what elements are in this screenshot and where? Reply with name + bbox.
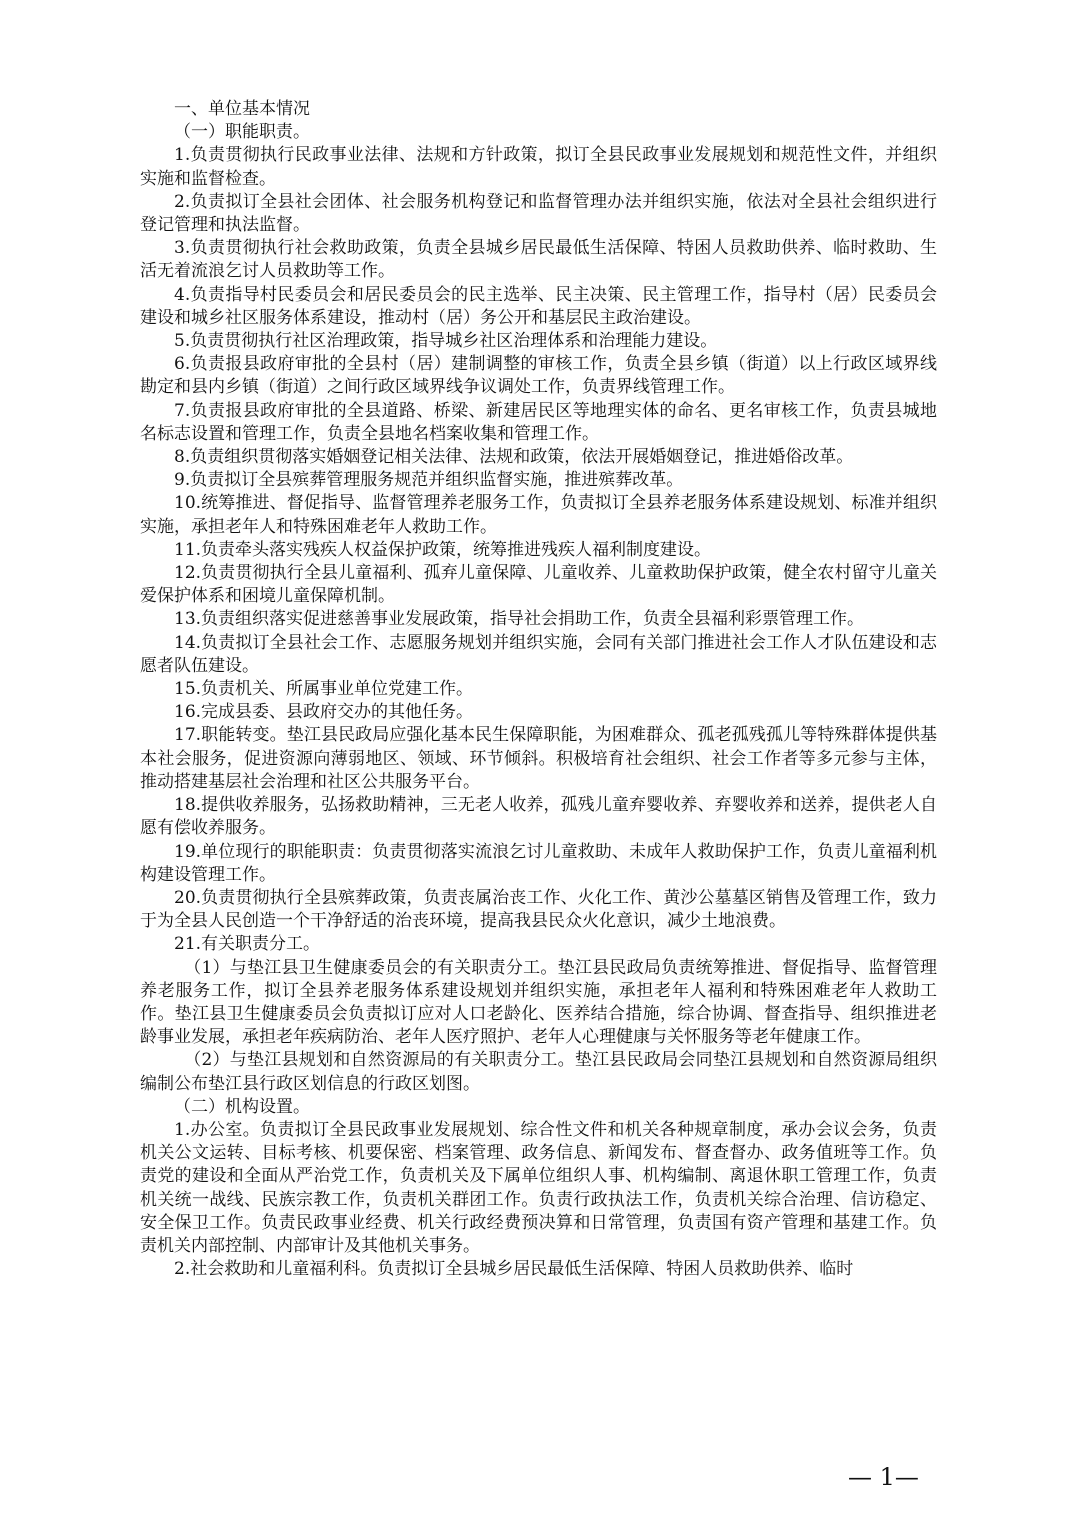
paragraph: 7.负责报县政府审批的全县道路、桥梁、新建居民区等地理实体的命名、更名审核工作，负责县城地名标志设置和管理工作，负责全县地名档案收集和管理工作。 (140, 400, 937, 444)
paragraph: 1.负责贯彻执行民政事业法律、法规和方针政策，拟订全县民政事业发展规划和规范性文件，并组织实施和监督检查。 (140, 145, 937, 189)
paragraph: 9.负责拟订全县殡葬管理服务规范并组织监督实施，推进殡葬改革。 (174, 470, 684, 491)
subsection-heading: （一）职能职责。 (174, 122, 310, 143)
paragraph: 21.有关职责分工。 (174, 934, 321, 955)
subsection-heading: （二）机构设置。 (174, 1096, 310, 1117)
paragraph: 16.完成县委、县政府交办的其他任务。 (174, 702, 474, 723)
paragraph: 12.负责贯彻执行全县儿童福利、孤弃儿童保障、儿童收养、儿童救助保护政策，健全农村留守儿童关爱保护体系和困境儿童保障机制。 (140, 563, 937, 607)
paragraph: 14.负责拟订全县社会工作、志愿服务规划并组织实施，会同有关部门推进社会工作人才队伍建设和志愿者队伍建设。 (140, 632, 937, 676)
paragraph: 5.负责贯彻执行社区治理政策，指导城乡社区治理体系和治理能力建设。 (174, 331, 718, 352)
paragraph: 13.负责组织落实促进慈善事业发展政策，指导社会捐助工作，负责全县福利彩票管理工作。 (174, 609, 865, 630)
paragraph: 17.职能转变。垫江县民政局应强化基本民生保障职能，为困难群众、孤老孤残孤儿等特殊群体提供基本社会服务，促进资源向薄弱地区、领域、环节倾斜。积极培育社会组织、社会工作者等多元参与主体，推动搭建基层社会治理和社区公共服务平台。 (140, 725, 937, 792)
page-number: — 1— (848, 1463, 919, 1491)
paragraph: 4.负责指导村民委员会和居民委员会的民主选举、民主决策、民主管理工作，指导村（居）民委员会建设和城乡社区服务体系建设，推动村（居）务公开和基层民主政治建设。 (140, 284, 937, 328)
paragraph: 10.统筹推进、督促指导、监督管理养老服务工作，负责拟订全县养老服务体系建设规划、标准并组织实施，承担老年人和特殊困难老年人救助工作。 (140, 493, 937, 537)
section-heading: 一、单位基本情况 (174, 99, 310, 119)
paragraph: 2.负责拟订全县社会团体、社会服务机构登记和监督管理办法并组织实施，依法对全县社会组织进行登记管理和执法监督。 (140, 191, 937, 236)
paragraph: 15.负责机关、所属事业单位党建工作。 (174, 679, 474, 700)
paragraph: 1.办公室。负责拟订全县民政事业发展规划、综合性文件和机关各种规章制度，承办会议会务，负责机关公文运转、目标考核、机要保密、档案管理、政务信息、新闻发布、督查督办、政务值班等工作。负责党的建设和全面从严治党工作，负责机关及下属单位组织人事、机构编制、离退休职工管理工作，负责机关统一战线、民族宗教工作，负责机关群团工作。负责行政执法工作，负责机关综合治理、信访稳定、安全保卫工作。负责民政事业经费、机关行政经费预决算和日常管理，负责国有资产管理和基建工作。负责机关内部控制、内部审计及其他机关事务。 (140, 1119, 937, 1256)
paragraph: （2）与垫江县规划和自然资源局的有关职责分工。垫江县民政局会同垫江县规划和自然资源局组织编制公布垫江县行政区划信息的行政区划图。 (140, 1050, 937, 1094)
document-body (140, 98, 937, 1281)
paragraph: 2.社会救助和儿童福利科。负责拟订全县城乡居民最低生活保障、特困人员救助供养、临时 (174, 1259, 854, 1280)
paragraph: 18.提供收养服务，弘扬救助精神，三无老人收养，孤残儿童弃婴收养、弃婴收养和送养，提供老人自愿有偿收养服务。 (140, 795, 937, 839)
paragraph: 3.负责贯彻执行社会救助政策，负责全县城乡居民最低生活保障、特困人员救助供养、临时救助、生活无着流浪乞讨人员救助等工作。 (140, 238, 937, 282)
paragraph: 6.负责报县政府审批的全县村（居）建制调整的审核工作，负责全县乡镇（街道）以上行政区域界线勘定和县内乡镇（街道）之间行政区域界线争议调处工作，负责界线管理工作。 (140, 354, 937, 398)
paragraph: 11.负责牵头落实残疾人权益保护政策，统筹推进残疾人福利制度建设。 (174, 539, 712, 560)
paragraph: 8.负责组织贯彻落实婚姻登记相关法律、法规和政策，依法开展婚姻登记，推进婚俗改革。 (174, 447, 854, 468)
paragraph: 19.单位现行的职能职责：负责贯彻落实流浪乞讨儿童救助、未成年人救助保护工作，负责儿童福利机构建设管理工作。 (140, 841, 937, 885)
paragraph: 20.负责贯彻执行全县殡葬政策，负责丧属治丧工作、火化工作、黄沙公墓墓区销售及管理工作，致力于为全县人民创造一个干净舒适的治丧环境，提高我县民众火化意识，减少土地浪费。 (140, 887, 937, 932)
paragraph: （1）与垫江县卫生健康委员会的有关职责分工。垫江县民政局负责统筹推进、督促指导、监督管理养老服务工作，拟订全县养老服务体系建设规划并组织实施，承担老年人福利和特殊困难老年人救助工作。垫江县卫生健康委员会负责拟订应对人口老龄化、医养结合措施，综合协调、督查指导、组织推进老龄事业发展，承担老年疾病防治、老年人医疗照护、老年人心理健康与关怀服务等老年健康工作。 (140, 957, 937, 1048)
